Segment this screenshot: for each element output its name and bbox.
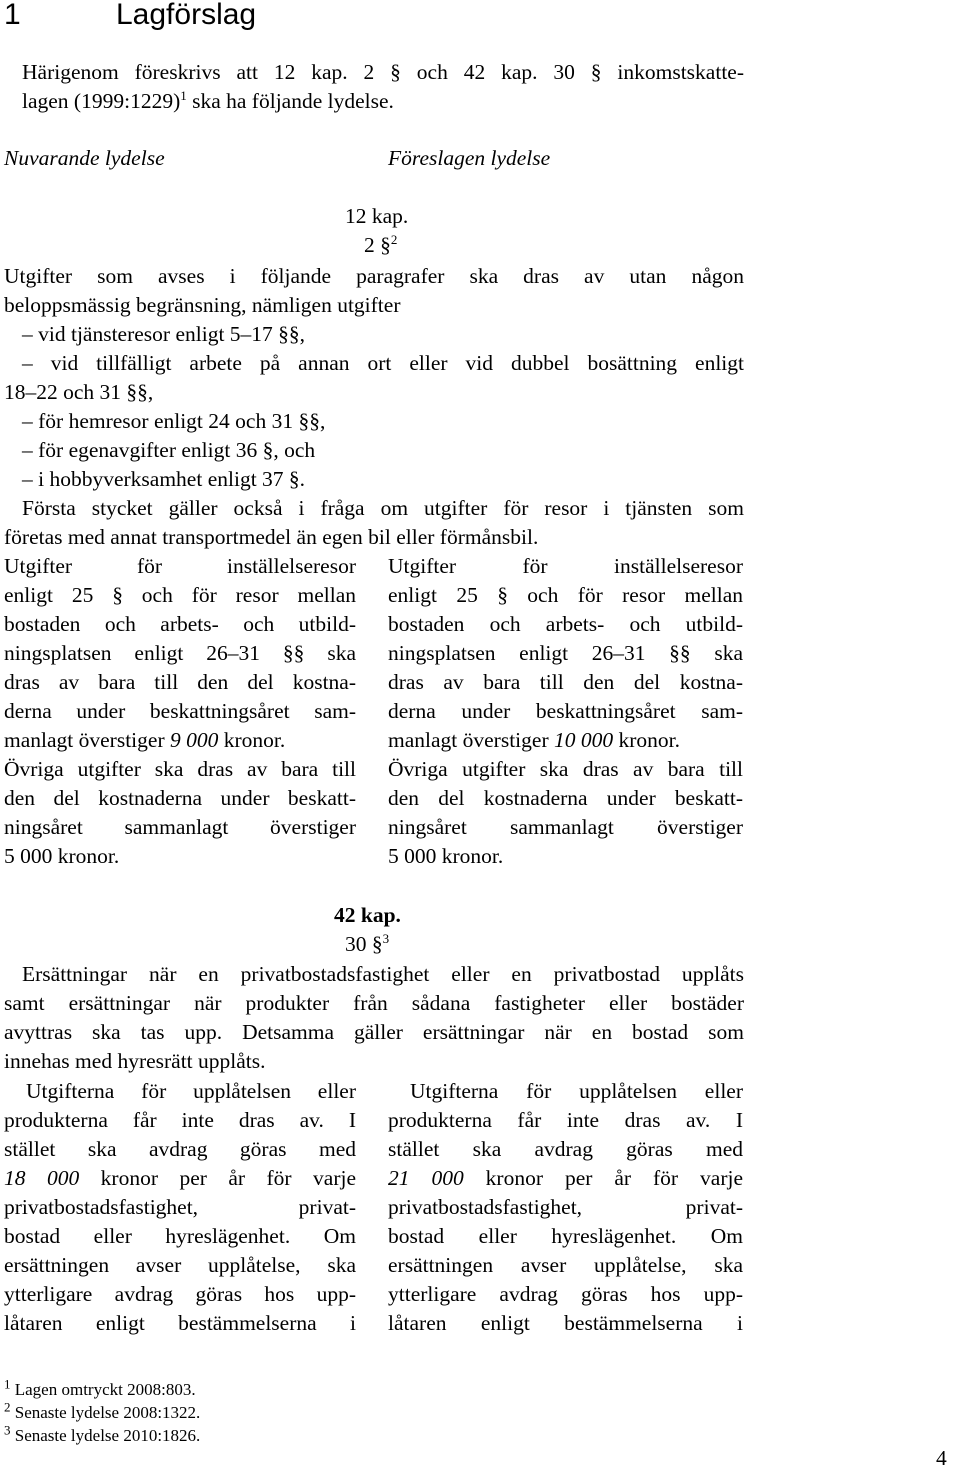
text-line: privatbostadsfastighet, privat- (4, 1195, 356, 1219)
intro-line: lagen (1999:1229)$^1$ ska ha följande lydelse. (22, 87, 394, 113)
list-item: – i hobbyverksamhet enligt 37 §. (22, 467, 306, 491)
text-line: enligt 25 § och för resor mellan (4, 583, 356, 607)
text-line: manlagt överstiger 9 000 kronor. (4, 728, 286, 752)
text-line: ningsåret sammanlagt överstiger (388, 815, 743, 839)
text-line: ningsplatsen enligt 26–31 §§ ska (4, 641, 356, 665)
chapter-42-label: 42 kap. (334, 903, 401, 927)
text-line: den del kostnaderna under beskatt- (388, 786, 743, 810)
text-line: stället ska avdrag göras med (388, 1137, 743, 1161)
text-line: stället ska avdrag göras med (4, 1137, 356, 1161)
chapter-12-label: 12 kap. (345, 204, 409, 228)
text-line: Utgifterna för upplåtelsen eller (410, 1079, 743, 1103)
text-line: beloppsmässig begränsning, nämligen utgifter (4, 293, 401, 317)
chapter-42-section: 30 §$^3$ (345, 930, 390, 956)
text-line: bostad eller hyreslägenhet. Om (4, 1224, 356, 1248)
text-line: Övriga utgifter ska dras av bara till (388, 757, 743, 781)
text-line: enligt 25 § och för resor mellan (388, 583, 743, 607)
footnotes (4, 1378, 200, 1447)
list-item: – för egenavgifter enligt 36 §, och (22, 438, 316, 462)
text-line: dras av bara till den del kostna- (388, 670, 743, 694)
text-line: manlagt överstiger 10 000 kronor. (388, 728, 680, 752)
text-line: ersättningen avser upplåtelse, ska (388, 1253, 743, 1277)
list-item-continuation: 18–22 och 31 §§, (4, 380, 154, 404)
text-line: ersättningen avser upplåtelse, ska (4, 1253, 356, 1277)
column-header-proposed: Föreslagen lydelse (388, 146, 551, 170)
text-line: Utgifter för inställelseresor (4, 554, 356, 578)
chapter-heading-number: 1 (4, 0, 21, 31)
chapter-12-paragraph-2 (4, 494, 744, 552)
text-line: derna under beskattningsåret sam- (4, 699, 356, 723)
chapter-12-paragraph-1 (4, 262, 744, 320)
text-line: Utgifterna för upplåtelsen eller (26, 1079, 356, 1103)
text-line: Övriga utgifter ska dras av bara till (4, 757, 356, 781)
text-line: derna under beskattningsåret sam- (388, 699, 743, 723)
text-line: 5 000 kronor. (4, 844, 120, 868)
chapter-12-section: 2 §$^2$ (364, 231, 398, 257)
text-line: privatbostadsfastighet, privat- (388, 1195, 743, 1219)
text-line: 21 000 kronor per år för varje (388, 1166, 744, 1190)
chapter-42-paragraph-1 (4, 960, 744, 1076)
text-line: ytterligare avdrag göras hos upp- (4, 1282, 356, 1306)
list-item: – vid tillfälligt arbete på annan ort eller vid dubbel bosättning enligt (22, 351, 744, 375)
footnote: $^3$ Senaste lydelse 2010:1826. (4, 1422, 201, 1445)
intro-paragraph (22, 58, 744, 116)
text-line: 5 000 kronor. (388, 844, 504, 868)
list-item: – för hemresor enligt 24 och 31 §§, (22, 409, 326, 433)
text-line: låtaren enligt bestämmelserna i (388, 1311, 743, 1335)
chapter-12-current-text (4, 552, 356, 871)
chapter-12-list-2 (22, 407, 744, 494)
text-line: Första stycket gäller också i fråga om utgifter för resor i tjänsten som (22, 496, 744, 520)
text-line: bostad eller hyreslägenhet. Om (388, 1224, 743, 1248)
text-line: produkterna får inte dras av. I (388, 1108, 743, 1132)
text-line: ningsplatsen enligt 26–31 §§ ska (388, 641, 743, 665)
chapter-12-proposed-text (388, 552, 743, 871)
text-line: Ersättningar när en privatbostadsfastighet eller en privatbostad upplåts (22, 962, 744, 986)
text-line: bostaden och arbets- och utbild- (388, 612, 743, 636)
chapter-heading-title: Lagförslag (116, 0, 257, 31)
column-header-current: Nuvarande lydelse (4, 146, 165, 170)
text-line: den del kostnaderna under beskatt- (4, 786, 356, 810)
text-line: ningsåret sammanlagt överstiger (4, 815, 356, 839)
text-line: innehas med hyresrätt upplåts. (4, 1049, 266, 1073)
intro-line: Härigenom föreskrivs att 12 kap. 2 § och 42 kap. 30 § inkomstskatte- (22, 60, 744, 84)
footnote: $^1$ Lagen omtryckt 2008:803. (4, 1376, 196, 1399)
chapter-42-proposed-text (388, 1077, 743, 1338)
text-line: företas med annat transportmedel än egen bil eller förmånsbil. (4, 525, 539, 549)
text-line: bostaden och arbets- och utbild- (4, 612, 356, 636)
page-number: 4 (936, 1446, 947, 1470)
text-line: Utgifter för inställelseresor (388, 554, 743, 578)
text-line: avyttras ska tas upp. Detsamma gäller ersättningar när en bostad som (4, 1020, 744, 1044)
footnote: $^2$ Senaste lydelse 2008:1322. (4, 1399, 201, 1422)
chapter-42-current-text (4, 1077, 356, 1338)
chapter-12-list (22, 320, 744, 378)
text-line: samt ersättningar när produkter från sådana fastigheter eller bostäder (4, 991, 744, 1015)
text-line: Utgifter som avses i följande paragrafer ska dras av utan någon (4, 264, 744, 288)
text-line: produkterna får inte dras av. I (4, 1108, 356, 1132)
text-line: dras av bara till den del kostna- (4, 670, 356, 694)
text-line: 18 000 kronor per år för varje (4, 1166, 357, 1190)
text-line: ytterligare avdrag göras hos upp- (388, 1282, 743, 1306)
list-item: – vid tjänsteresor enligt 5–17 §§, (22, 322, 306, 346)
text-line: låtaren enligt bestämmelserna i (4, 1311, 356, 1335)
